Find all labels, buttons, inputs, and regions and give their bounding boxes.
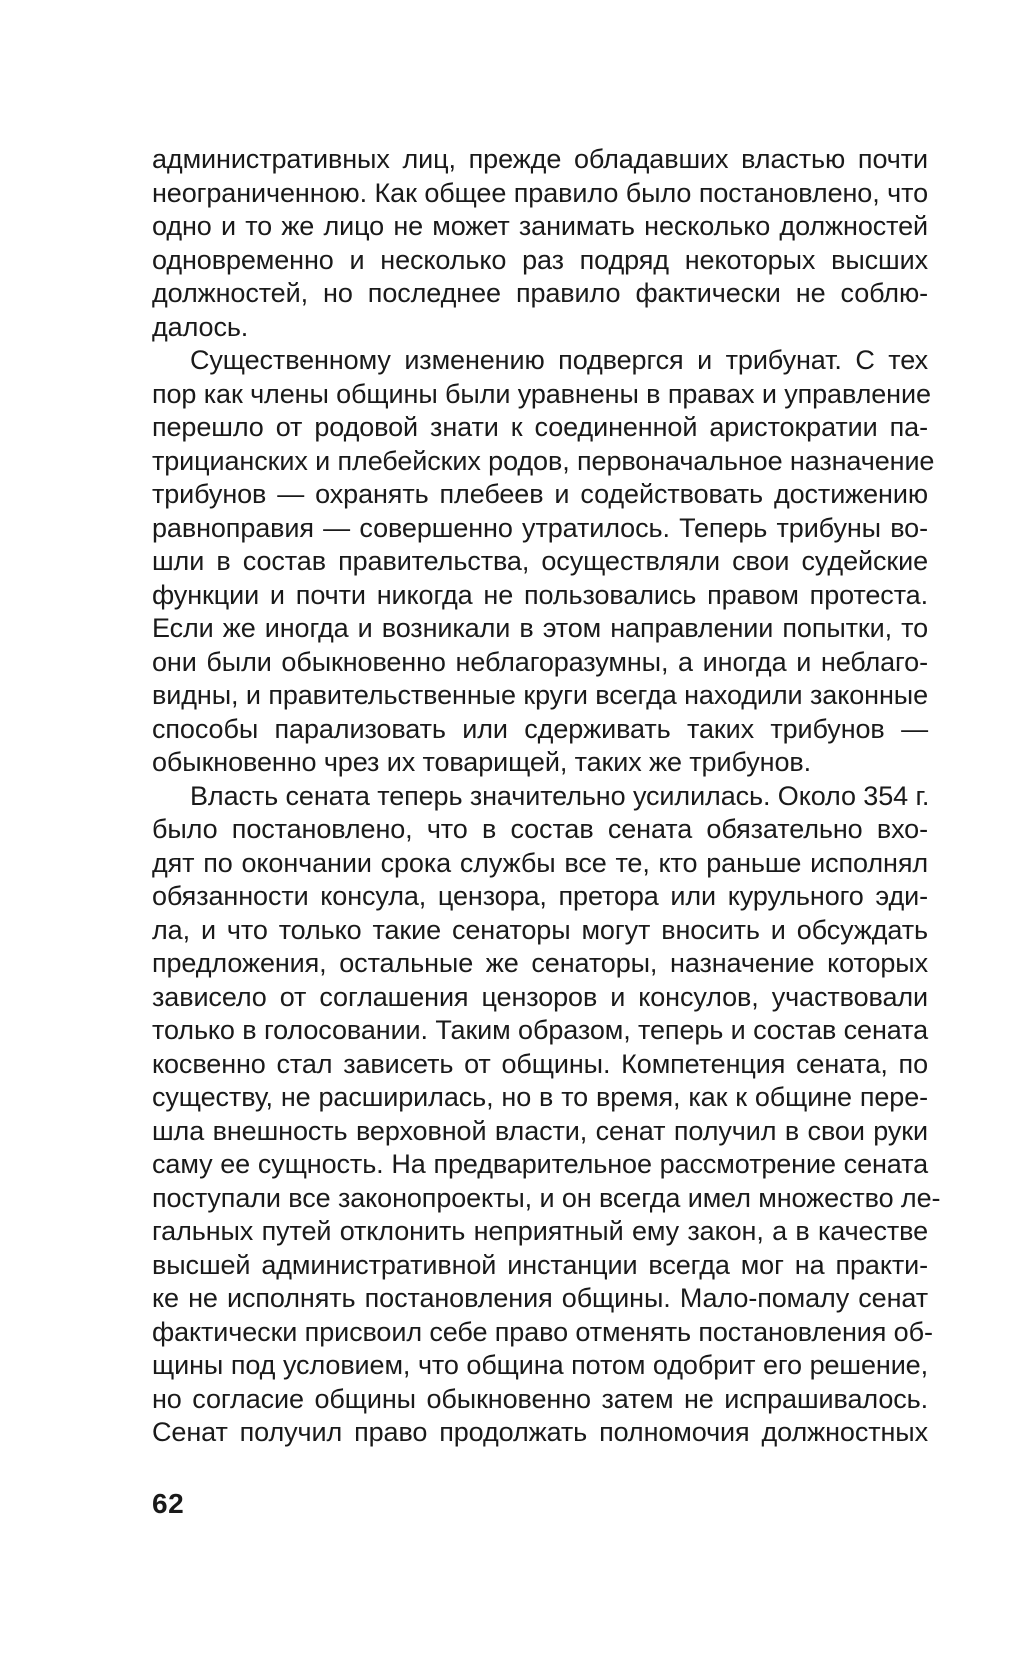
text-line: но согласие общины обыкновенно затем не испрашивалось.	[152, 1383, 928, 1414]
text-line: фактически присвоил себе право отменять постановления об-	[152, 1316, 933, 1347]
text-line: способы парализовать или сдерживать таких трибунов —	[152, 713, 928, 744]
text-line: Власть сената теперь значительно усилилась. Около 354 г.	[190, 780, 930, 811]
text-line: одновременно и несколько раз подряд некоторых высших	[152, 244, 928, 275]
text-line: Сенат получил право продолжать полномочия должностных	[152, 1417, 928, 1447]
text-line: гальных путей отклонить неприятный ему закон, а в качестве	[152, 1216, 928, 1246]
text-line: дят по окончании срока службы все те, кто раньше исполнял	[152, 847, 928, 878]
text-line: Если же иногда и возникали в этом направлении попытки, то	[152, 613, 928, 643]
text-line: поступали все законопроекты, и он всегда имел множество ле-	[152, 1182, 941, 1213]
text-line: далось.	[152, 311, 249, 342]
text-line: должностей, но последнее правило фактически не соблю-	[152, 278, 928, 308]
text-line: зависело от соглашения цензоров и консулов, участвовали	[152, 981, 928, 1012]
text-line: косвенно стал зависеть от общины. Компетенция сената, по	[152, 1048, 928, 1079]
text-line: видны, и правительственные круги всегда находили законные	[152, 680, 928, 710]
text-line: одно и то же лицо не может занимать несколько должностей	[152, 211, 928, 241]
text-line: высшей административной инстанции всегда мог на практи-	[152, 1249, 928, 1280]
text-line: трицианских и плебейских родов, первоначальное назначение	[152, 445, 935, 476]
text-line: шла внешность верховной власти, сенат получил в свои руки	[152, 1115, 928, 1146]
text-line: ке не исполнять постановления общины. Мало-помалу сенат	[152, 1283, 928, 1313]
text-line: существу, не расширилась, но в то время, как к общине пере-	[152, 1082, 928, 1112]
body-text	[152, 143, 941, 1450]
paragraph	[152, 143, 928, 344]
text-line: они были обыкновенно неблагоразумны, а иногда и неблаго-	[152, 646, 928, 677]
text-line: ла, и что только такие сенаторы могут вносить и обсуждать	[152, 914, 928, 945]
text-line: равноправия — совершенно утратилось. Теперь трибуны во-	[152, 512, 928, 543]
paragraph	[152, 344, 935, 780]
text-line: административных лиц, прежде обладавших властью почти	[152, 144, 928, 174]
text-line: перешло от родовой знати к соединенной аристократии па-	[152, 412, 928, 442]
text-line: саму ее сущность. На предварительное рассмотрение сената	[152, 1149, 928, 1179]
text-line: трибунов — охранять плебеев и содействовать достижению	[152, 479, 928, 509]
text-line: неограниченною. Как общее правило было постановлено, что	[152, 177, 928, 208]
page-number: 62	[152, 1488, 185, 1519]
text-line: обязанности консула, цензора, претора или курульного эди-	[152, 881, 928, 911]
text-line: функции и почти никогда не пользовались правом протеста.	[152, 579, 928, 610]
text-line: обыкновенно чрез их товарищей, таких же трибунов.	[152, 747, 811, 777]
text-line: было постановлено, что в состав сената обязательно вхо-	[152, 814, 928, 844]
text-line: щины под условием, что община потом одобрит его решение,	[152, 1350, 928, 1380]
text-line: предложения, остальные же сенаторы, назначение которых	[152, 948, 928, 978]
paragraph	[152, 780, 941, 1450]
text-line: пор как члены общины были уравнены в правах и управление	[152, 378, 931, 409]
text-line: только в голосовании. Таким образом, теперь и состав сената	[152, 1015, 928, 1045]
text-line: Существенному изменению подвергся и трибунат. С тех	[190, 345, 928, 375]
text-line: шли в состав правительства, осуществляли свои судейские	[152, 546, 928, 576]
